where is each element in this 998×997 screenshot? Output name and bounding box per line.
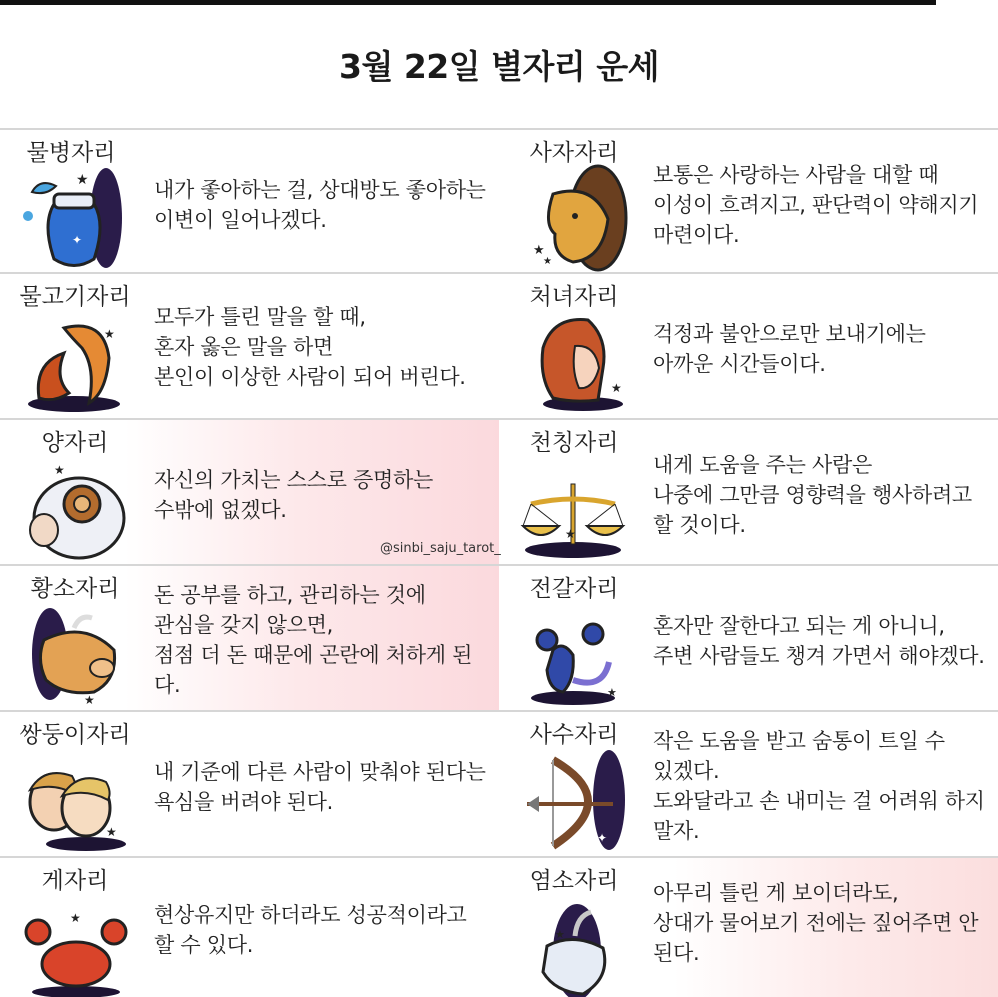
sign-card-leo — [499, 130, 998, 272]
svg-text:★: ★ — [70, 911, 81, 925]
sign-card-virgo — [499, 274, 998, 418]
sign-card-taurus — [0, 566, 499, 710]
sign-card-scorpio — [499, 566, 998, 710]
capricorn-icon — [513, 892, 633, 997]
svg-text:✦: ✦ — [597, 831, 608, 845]
sign-card-aquarius — [0, 130, 499, 272]
sign-card-capricorn — [499, 858, 998, 997]
svg-text:★: ★ — [543, 256, 552, 267]
svg-text:★: ★ — [76, 172, 89, 188]
pisces-icon — [14, 308, 134, 416]
aries-icon — [14, 454, 134, 562]
sign-name: 게자리 — [41, 868, 109, 894]
fortune-text: 내 기준에 다른 사람이 맞춰야 된다는 욕심을 버려야 된다. — [154, 760, 486, 814]
sign-name: 사수자리 — [529, 722, 619, 748]
sign-name: 쌍둥이자리 — [19, 722, 131, 748]
sign-name: 전갈자리 — [529, 576, 619, 602]
sign-name: 물병자리 — [26, 140, 116, 166]
fortune-text: 현상유지만 하더라도 성공적이라고 할 수 있다. — [154, 903, 467, 957]
sign-name: 처녀자리 — [529, 284, 619, 310]
aquarius-icon — [14, 164, 134, 272]
fortune-text: 돈 공부를 하고, 관리하는 것에 관심을 갖지 않으면, 점점 더 돈 때문에 곤란에 처하게 된 다. — [154, 583, 473, 697]
sign-name: 염소자리 — [529, 868, 619, 894]
sign-card-pisces — [0, 274, 499, 418]
svg-text:★: ★ — [565, 527, 576, 541]
fortune-text: 모두가 틀린 말을 할 때, 혼자 옳은 말을 하면 본인이 이상한 사람이 되어 버린다. — [154, 305, 466, 389]
sign-name: 황소자리 — [30, 576, 120, 602]
watermark: @sinbi_saju_tarot_ — [380, 541, 501, 556]
fortune-text: 내가 좋아하는 걸, 상대방도 좋아하는 이변이 일어나겠다. — [154, 178, 486, 232]
svg-text:★: ★ — [104, 327, 115, 341]
sign-card-sagittarius — [499, 712, 998, 856]
fortune-text: 아무리 틀린 게 보이더라도, 상대가 물어보기 전에는 짚어주면 안 된다. — [653, 881, 979, 965]
scorpio-icon — [513, 600, 633, 708]
svg-text:★: ★ — [84, 693, 95, 707]
fortune-text: 혼자만 잘한다고 되는 게 아니니, 주변 사람들도 챙겨 가면서 해야겠다. — [653, 614, 985, 668]
svg-text:✦: ✦ — [72, 233, 83, 247]
fortune-text: 걱정과 불안으로만 보내기에는 아까운 시간들이다. — [653, 322, 926, 376]
libra-icon — [513, 454, 633, 562]
leo-icon — [513, 164, 633, 272]
svg-text:★: ★ — [607, 686, 617, 699]
sign-name: 양자리 — [41, 430, 109, 456]
sign-card-cancer — [0, 858, 499, 997]
gemini-icon — [14, 746, 134, 854]
sagittarius-icon — [513, 746, 633, 854]
sign-name: 사자자리 — [529, 140, 619, 166]
page-title: 3월 22일 별자리 운세 — [339, 46, 659, 86]
sign-name: 물고기자리 — [19, 284, 131, 310]
sign-card-libra — [499, 420, 998, 564]
taurus-icon — [14, 600, 134, 708]
horoscope-grid — [0, 128, 998, 997]
sign-name: 천칭자리 — [529, 430, 619, 456]
virgo-icon — [513, 308, 633, 416]
fortune-text: 보통은 사랑하는 사람을 대할 때 이성이 흐려지고, 판단력이 약해지기 마련이다. — [653, 163, 979, 247]
fortune-text: 내게 도움을 주는 사람은 나중에 그만큼 영향력을 행사하려고 할 것이다. — [653, 453, 972, 537]
svg-text:★: ★ — [611, 381, 622, 395]
svg-text:★: ★ — [106, 825, 117, 839]
sign-card-gemini — [0, 712, 499, 856]
cancer-icon — [14, 892, 134, 997]
fortune-text: 작은 도움을 받고 숨통이 트일 수 있겠다. 도와달라고 손 내미는 걸 어려워 하지 말자. — [653, 729, 985, 843]
fortune-text: 자신의 가치는 스스로 증명하는 수밖에 없겠다. — [154, 468, 433, 522]
svg-text:★: ★ — [533, 243, 545, 258]
svg-text:★: ★ — [555, 928, 565, 941]
svg-text:★: ★ — [54, 463, 65, 477]
